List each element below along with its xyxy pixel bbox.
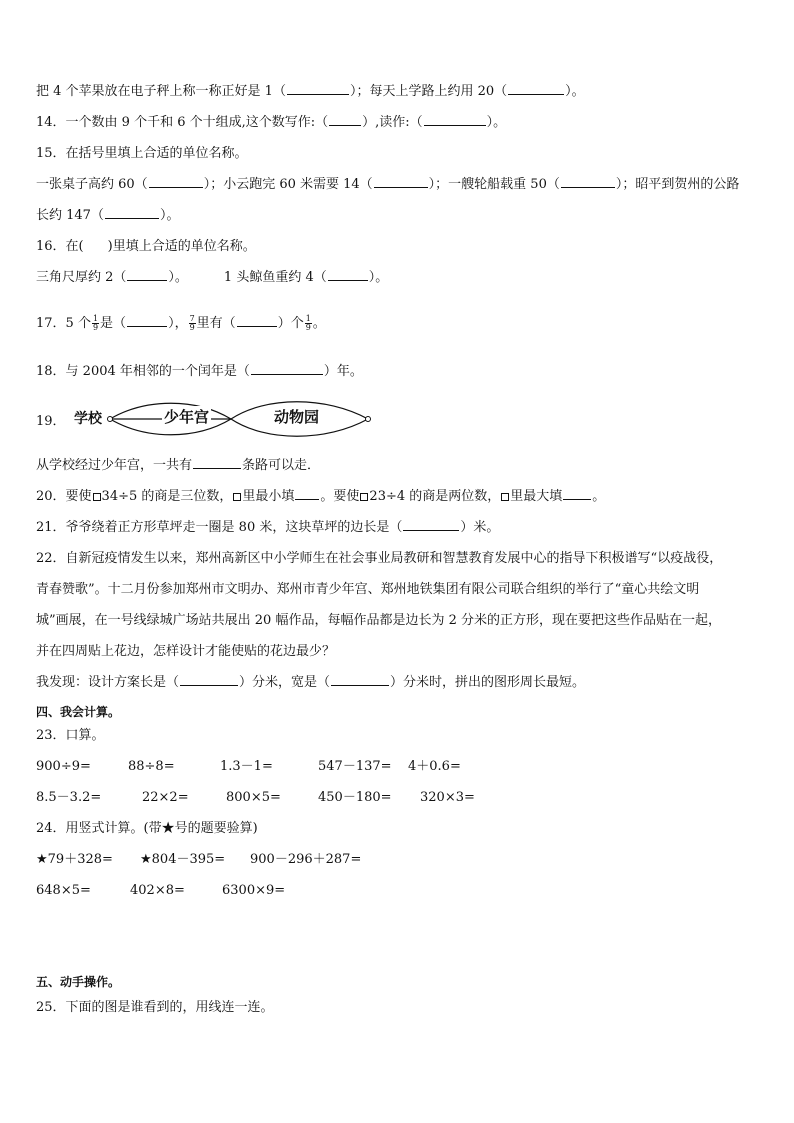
answer-blank[interactable] bbox=[403, 518, 459, 531]
question-21: 21．爷爷绕着正方形草坪走一圈是 80 米，这块草坪的边长是（ ）米。 bbox=[36, 520, 500, 535]
answer-blank[interactable] bbox=[149, 175, 203, 188]
question-14: 14．一个数由 9 个千和 6 个十组成,这个数写作:（ ）,读作:（ ）。 bbox=[36, 115, 507, 130]
section-5-heading: 五、动手操作。 bbox=[36, 975, 121, 989]
box-placeholder bbox=[501, 493, 509, 501]
question-22-line5: 我发现：设计方案长是（ ）分米，宽是（ ）分米时，拼出的图形周长最短。 bbox=[36, 675, 586, 690]
written-calc-row bbox=[36, 881, 285, 901]
answer-blank[interactable] bbox=[180, 673, 238, 686]
calc-item: 4＋0.6= bbox=[408, 759, 461, 774]
calc-item: 450－180= bbox=[318, 790, 392, 805]
calc-item: ★804－395= bbox=[140, 852, 226, 867]
fraction: $\frac{1}{9}$ bbox=[92, 314, 99, 332]
question-15-title: 15．在括号里填上合适的单位名称。 bbox=[36, 146, 248, 161]
calc-item: 648×5= bbox=[36, 883, 91, 898]
answer-blank[interactable] bbox=[287, 82, 349, 95]
school-label: 学校 bbox=[74, 411, 102, 427]
question-24-title: 24．用竖式计算。(带★号的题要验算) bbox=[36, 821, 258, 836]
question-17: 17．5 个 $\frac{1}{9}$ 是（ ）， $\frac{7}{9}$ 里有（ ）个 $\frac{1}{9}$ 。 bbox=[36, 314, 326, 332]
answer-blank[interactable] bbox=[193, 456, 241, 469]
answer-blank[interactable] bbox=[331, 673, 389, 686]
answer-blank[interactable] bbox=[237, 314, 277, 327]
question-22-line3: 城”画展，在一号线绿城广场站共展出 20 幅作品，每幅作品都是边长为 2 分米的正方形，现在要把这些作品贴在一起， bbox=[36, 613, 721, 628]
question-25: 25．下面的图是谁看到的，用线连一连。 bbox=[36, 1000, 274, 1015]
box-placeholder bbox=[93, 493, 101, 501]
question-16-line: 三角尺厚约 2（ ）。 1 头鲸鱼重约 4（ ）。 bbox=[36, 270, 389, 285]
answer-blank[interactable] bbox=[251, 362, 323, 375]
route-diagram bbox=[106, 400, 406, 438]
calc-item: 402×8= bbox=[130, 883, 185, 898]
question-16-title: 16．在( )里填上合适的单位名称。 bbox=[36, 239, 256, 254]
answer-blank[interactable] bbox=[563, 487, 591, 500]
section-4-heading: 四、我会计算。 bbox=[36, 705, 121, 719]
calc-item: ★79＋328= bbox=[36, 852, 113, 867]
calc-item: 8.5－3.2= bbox=[36, 790, 102, 805]
calc-item: 547－137= bbox=[318, 759, 392, 774]
question-23-title: 23．口算。 bbox=[36, 728, 105, 743]
question-19-diagram: 19． 学校 少年宫 动物园 bbox=[36, 400, 356, 438]
answer-blank[interactable] bbox=[295, 487, 319, 500]
answer-blank[interactable] bbox=[105, 206, 159, 219]
question-15-line2: 长约 147（ ）。 bbox=[36, 208, 180, 223]
question-20: 20．要使 34÷5 的商是三位数， 里最小填 。要使 23÷4 的商是两位数， 里最大填 。 bbox=[36, 489, 606, 504]
calc-item: 800×5= bbox=[226, 790, 281, 805]
calc-item: 88÷8= bbox=[128, 759, 175, 774]
question-19-text: 从学校经过少年宫，一共有 条路可以走． bbox=[36, 458, 321, 473]
palace-label: 少年宫 bbox=[164, 408, 210, 426]
question-22-line4: 并在四周贴上花边，怎样设计才能使贴的花边最少？ bbox=[36, 644, 336, 659]
zoo-label: 动物园 bbox=[274, 408, 320, 426]
question-22-line1: 22．自新冠疫情发生以来，郑州高新区中小学师生在社会事业局教研和智慧教育发展中心的指导下积极谱写“以疫战役， bbox=[36, 551, 723, 566]
fraction: $\frac{7}{9}$ bbox=[189, 314, 195, 332]
question-15-line1: 一张桌子高约 60（ ）；小云跑完 60 米需要 14（ ）；一艘轮船载重 50（ ）；昭平到贺州的公路 bbox=[36, 177, 740, 192]
answer-blank[interactable] bbox=[127, 268, 167, 281]
fraction: $\frac{1}{9}$ bbox=[305, 314, 311, 332]
calc-item: 22×2= bbox=[142, 790, 189, 805]
answer-blank[interactable] bbox=[328, 268, 368, 281]
answer-blank[interactable] bbox=[127, 314, 167, 327]
oral-calc-row bbox=[36, 788, 475, 808]
oral-calc-row bbox=[36, 757, 461, 777]
answer-blank[interactable] bbox=[374, 175, 428, 188]
calc-item: 1.3－1= bbox=[220, 759, 273, 774]
box-placeholder bbox=[233, 493, 241, 501]
question-22-line2: 青春赞歌”。十二月份参加郑州市文明办、郑州市青少年宫、郑州地铁集团有限公司联合组织的举行了“童心共绘文明 bbox=[36, 582, 700, 597]
calc-item: 900－296＋287= bbox=[250, 852, 362, 867]
answer-blank[interactable] bbox=[561, 175, 615, 188]
answer-blank[interactable] bbox=[329, 113, 361, 126]
q13-continuation: 把 4 个苹果放在电子秤上称一称正好是 1（ ）；每天上学路上约用 20（ ）。 bbox=[36, 84, 585, 99]
answer-blank[interactable] bbox=[508, 82, 564, 95]
calc-item: 320×3= bbox=[420, 790, 475, 805]
answer-blank[interactable] bbox=[424, 113, 486, 126]
calc-item: 6300×9= bbox=[222, 883, 286, 898]
question-18: 18．与 2004 年相邻的一个闰年是（ ）年。 bbox=[36, 364, 363, 379]
box-placeholder bbox=[360, 493, 368, 501]
written-calc-row bbox=[36, 850, 361, 870]
calc-item: 900÷9= bbox=[36, 759, 91, 774]
